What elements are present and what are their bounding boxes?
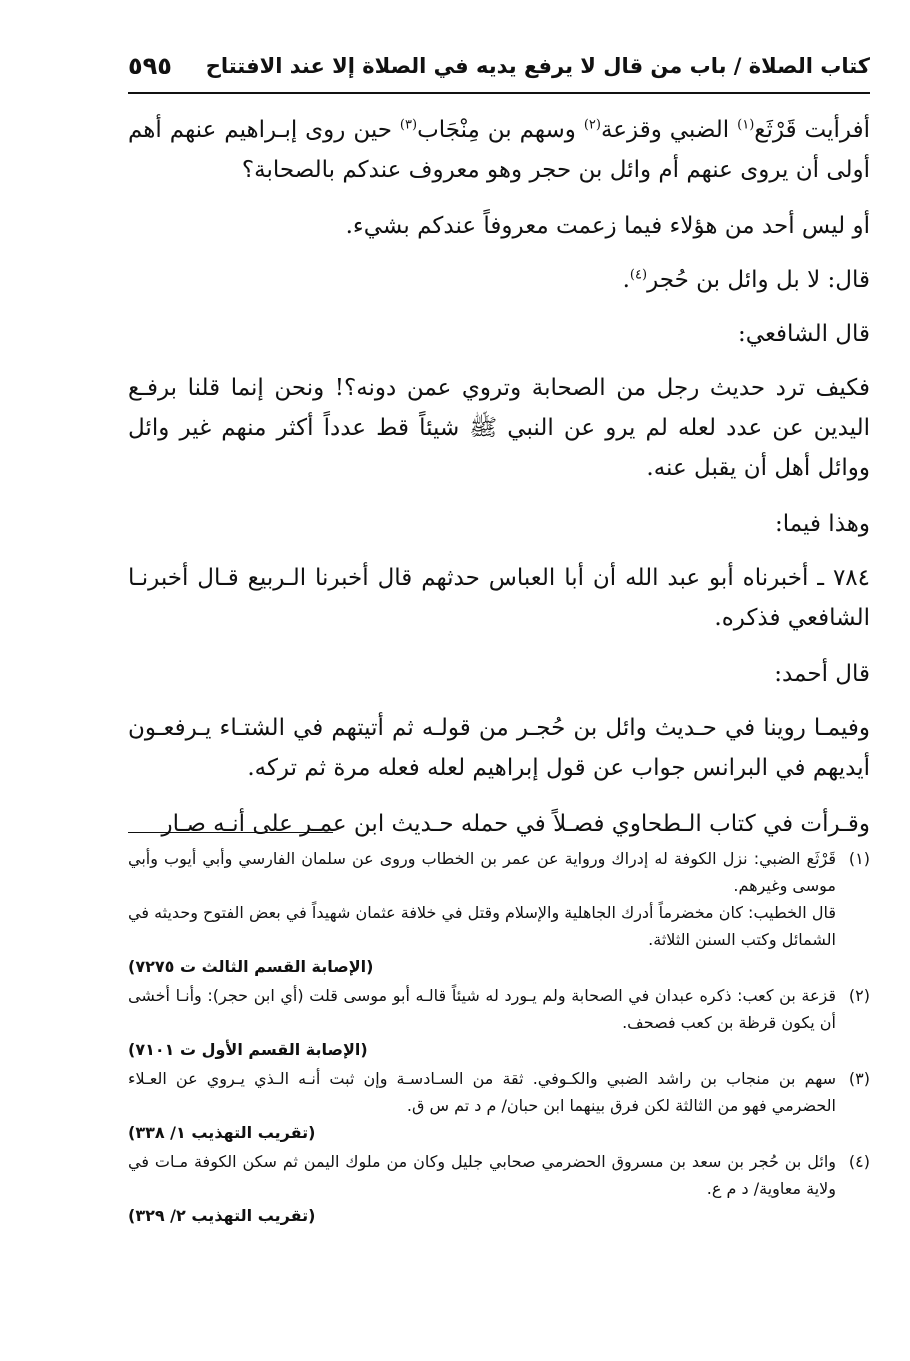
footnote-1 (128, 845, 870, 980)
footnote-number: (٤) (848, 1152, 870, 1171)
footnote-text: وائل بن حُجر بن سعد بن مسروق الحضرمي صحابي جليل وكان من ملوك اليمن ثم سكن الكوفة مـات في ولاية معاوية/ د م ع. (128, 1152, 836, 1198)
paragraph-1: أفرأيت قَرْثَع$^{(١)}$ الضبي وقزعة$^{(٢)}$ وسهم بن مِنْجَاب$^{(٣)}$ حين روى إبـراهيم عنهم أهم أولى أن يروى عنهم أم وائل بن حجر وهو معروف عندكم بالصحابة؟ (128, 117, 870, 183)
footnote-source: (تقريب التهذيب ١/ ٣٣٨) (128, 1123, 316, 1142)
footnote-divider (128, 832, 333, 833)
footnote-source: (تقريب التهذيب ٢/ ٣٢٩) (128, 1206, 316, 1225)
footnote-number: (١) (848, 849, 870, 868)
footnote-number: (٣) (848, 1069, 870, 1088)
footnote-3 (128, 1065, 870, 1146)
footnote-text: سهم بن منجاب بن راشد الضبي والكـوفي. ثقة من السـادسـة وإن ثبت أنـه الـذي يـروي عن العـلاء الحضرمي فهو من الثالثة لكن فرق بينهما ابن حبان/ م د تم س ق. (128, 1069, 836, 1115)
paragraph-4: قال الشافعي: (738, 321, 870, 347)
main-text (128, 110, 870, 860)
footnotes (128, 845, 870, 1231)
footnote-source: (الإصابة القسم الثالث ت ٧٢٧٥) (128, 957, 374, 976)
footnote-ref-4: (٤) (629, 267, 648, 283)
footnote-text: قَرْثَع الضبي: نزل الكوفة له إدراك ورواية عن عمر بن الخطاب وروى عن سلمان الفارسي وأبي أيوب وأبي موسى وغيرهم. (128, 849, 836, 895)
footnote-number: (٢) (848, 986, 870, 1005)
running-header (128, 42, 870, 90)
paragraph-10: وقـرأت في كتاب الـطحاوي فصـلاً في حمله حـديث ابن عمـر على أنـه صـار (161, 811, 870, 837)
footnote-ref-3: (٣) (399, 117, 418, 133)
footnote-source: (الإصابة القسم الأول ت ٧١٠١) (128, 1040, 368, 1059)
paragraph-8: قال أحمد: (774, 661, 870, 687)
footnote-ref-2: (٢) (583, 117, 601, 133)
page-number: ٥٩٥ (128, 52, 172, 80)
footnote-2 (128, 982, 870, 1063)
footnote-4 (128, 1148, 870, 1229)
paragraph-7: ٧٨٤ ـ أخبرناه أبو عبد الله أن أبا العباس حدثهم قال أخبرنا الـربيع قـال أخبرنـا الشافعي فذكره. (128, 565, 870, 631)
paragraph-3: قال: لا بل وائل بن حُجر$^{(٤)}$. (622, 267, 870, 293)
footnote-text: قزعة بن كعب: ذكره عبدان في الصحابة ولم يـورد له شيئاً قالـه أبو موسى قلت (أي ابن حجر): وأنـا أخشى أن يكون قرظة بن كعب فصحف. (128, 986, 836, 1032)
footnote-text: قال الخطيب: كان مخضرماً أدرك الجاهلية والإسلام وقتل في خلافة عثمان شهيداً في بعض الفتوح وحديثه في الشمائل وكتب السنن الثلاثة. (128, 903, 836, 949)
paragraph-6: وهذا فيما: (775, 511, 870, 537)
paragraph-9: وفيمـا روينا في حـديث وائل بن حُجـر من قولـه ثم أتيتهم في الشتـاء يـرفعـون أيديهم في البرانس جواب عن قول إبراهيم لعله فعله مرة ثم تركه. (128, 715, 870, 781)
header-divider (128, 92, 870, 94)
chapter-title: كتاب الصلاة / باب من قال لا يرفع يديه في الصلاة إلا عند الافتتاح (205, 54, 870, 78)
paragraph-5: فكيف ترد حديث رجل من الصحابة وتروي عمن دونه؟! ونحن إنما قلنا برفـع اليدين عن عدد لعله لم يرو عن النبي ﷺ شيئاً قط عدداً أكثر منهم غير وائل ووائل أهل أن يقبل عنه. (128, 375, 870, 481)
footnote-ref-1: (١) (737, 117, 755, 133)
paragraph-2: أو ليس أحد من هؤلاء فيما زعمت معروفاً عندكم بشيء. (345, 213, 870, 239)
